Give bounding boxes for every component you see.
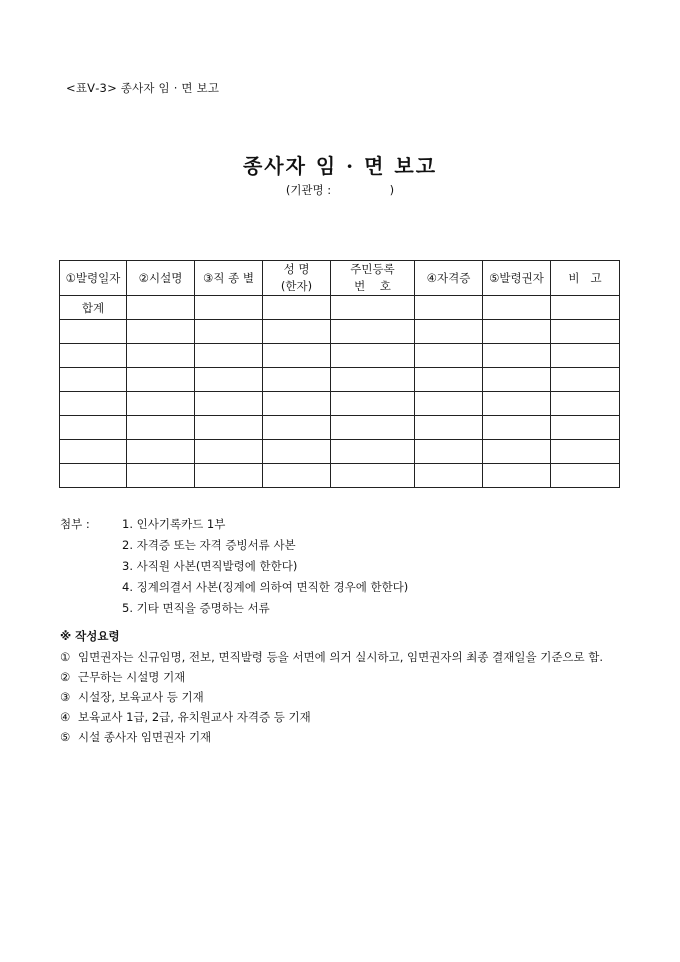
table-caption: <표Ⅴ-3> 종사자 임 · 면 보고	[66, 81, 220, 95]
table-cell[interactable]	[60, 464, 127, 488]
table-cell[interactable]	[483, 440, 551, 464]
table-cell[interactable]	[127, 464, 195, 488]
table-cell[interactable]	[127, 296, 195, 320]
table-cell[interactable]	[331, 344, 415, 368]
table-cell[interactable]	[127, 344, 195, 368]
table-cell[interactable]	[263, 296, 331, 320]
attachment-item: 5. 기타 면직을 증명하는 서류	[122, 601, 270, 615]
table-cell[interactable]	[331, 416, 415, 440]
table-cell[interactable]	[127, 392, 195, 416]
table-cell[interactable]	[331, 464, 415, 488]
header-job-type: ③직 종 별	[195, 261, 263, 296]
table-cell[interactable]	[483, 368, 551, 392]
table-cell[interactable]	[195, 416, 263, 440]
table-cell[interactable]	[551, 416, 620, 440]
table-cell[interactable]	[263, 392, 331, 416]
table-cell[interactable]	[60, 440, 127, 464]
table-cell[interactable]	[195, 440, 263, 464]
table-cell[interactable]	[331, 392, 415, 416]
attachment-item: 4. 징계의결서 사본(징계에 의하여 면직한 경우에 한한다)	[122, 580, 409, 594]
attachment-item: 첨부 : 1. 인사기록카드 1부	[60, 514, 408, 535]
table-cell[interactable]	[195, 464, 263, 488]
table-row	[60, 320, 620, 344]
table-cell[interactable]	[483, 392, 551, 416]
table-cell[interactable]	[483, 416, 551, 440]
table-cell[interactable]	[195, 296, 263, 320]
table-row	[60, 344, 620, 368]
table-row	[60, 464, 620, 488]
table-cell[interactable]	[60, 320, 127, 344]
table-cell[interactable]	[263, 344, 331, 368]
table-cell[interactable]	[331, 296, 415, 320]
agency-name-field: (기관명 : )	[285, 183, 395, 197]
table-cell[interactable]	[551, 440, 620, 464]
table-cell[interactable]	[195, 392, 263, 416]
table-cell[interactable]	[551, 296, 620, 320]
guide-title: ※ 작성요령	[60, 629, 120, 643]
guide-item: ⑤ 시설 종사자 임면권자 기재	[60, 730, 212, 744]
header-name: 성 명 (한자)	[263, 261, 331, 296]
table-row	[60, 368, 620, 392]
table-cell[interactable]	[483, 344, 551, 368]
table-cell[interactable]	[195, 320, 263, 344]
writing-guide	[60, 625, 625, 747]
table-cell[interactable]	[415, 416, 483, 440]
table-header-row	[60, 261, 620, 296]
table-cell[interactable]	[415, 320, 483, 344]
header-issue-date: ①발령일자	[60, 261, 127, 296]
table-cell[interactable]	[60, 416, 127, 440]
page-title: 종사자 임 · 면 보고	[242, 154, 438, 178]
table-cell[interactable]	[263, 320, 331, 344]
table-cell[interactable]	[60, 392, 127, 416]
table-row-total	[60, 296, 620, 320]
attachment-item: 3. 사직원 사본(면직발령에 한한다)	[122, 559, 298, 573]
table-row	[60, 392, 620, 416]
table-cell[interactable]	[127, 320, 195, 344]
guide-item: ④ 보육교사 1급, 2급, 유치원교사 자격증 등 기재	[60, 710, 311, 724]
header-certificate: ④자격증	[415, 261, 483, 296]
table-cell[interactable]	[415, 344, 483, 368]
table-cell[interactable]	[195, 344, 263, 368]
appointment-report-table	[59, 260, 620, 488]
table-cell[interactable]	[415, 440, 483, 464]
header-appointing-authority: ⑤발령권자	[483, 261, 551, 296]
table-cell[interactable]	[331, 320, 415, 344]
table-cell[interactable]	[331, 440, 415, 464]
header-remarks: 비 고	[551, 261, 620, 296]
table-cell[interactable]	[551, 392, 620, 416]
total-label: 합계	[60, 296, 127, 320]
table-cell[interactable]	[415, 296, 483, 320]
guide-item: ① 임면권자는 신규임명, 전보, 면직발령 등을 서면에 의거 실시하고, 임면권자의 최종 결재일을 기준으로 함.	[60, 650, 604, 664]
table-cell[interactable]	[60, 368, 127, 392]
table-cell[interactable]	[60, 344, 127, 368]
guide-item: ③ 시설장, 보육교사 등 기재	[60, 690, 204, 704]
attachment-item: 2. 자격증 또는 자격 증빙서류 사본	[122, 538, 296, 552]
attachments-list	[60, 514, 408, 619]
table-cell[interactable]	[483, 320, 551, 344]
table-row	[60, 440, 620, 464]
table-cell[interactable]	[551, 320, 620, 344]
table-cell[interactable]	[263, 368, 331, 392]
table-cell[interactable]	[127, 416, 195, 440]
table-cell[interactable]	[483, 296, 551, 320]
table-row	[60, 416, 620, 440]
guide-item: ② 근무하는 시설명 기재	[60, 670, 186, 684]
table-cell[interactable]	[551, 344, 620, 368]
table-cell[interactable]	[263, 464, 331, 488]
table-cell[interactable]	[551, 368, 620, 392]
table-cell[interactable]	[415, 464, 483, 488]
table-cell[interactable]	[263, 416, 331, 440]
header-facility-name: ②시설명	[127, 261, 195, 296]
table-cell[interactable]	[483, 464, 551, 488]
table-cell[interactable]	[331, 368, 415, 392]
attachments-label: 첨부 :	[60, 517, 90, 531]
table-cell[interactable]	[415, 392, 483, 416]
table-cell[interactable]	[127, 368, 195, 392]
table-cell[interactable]	[263, 440, 331, 464]
table-cell[interactable]	[551, 464, 620, 488]
table-cell[interactable]	[195, 368, 263, 392]
table-cell[interactable]	[415, 368, 483, 392]
table-cell[interactable]	[127, 440, 195, 464]
header-resident-number: 주민등록 번 호	[331, 261, 415, 296]
